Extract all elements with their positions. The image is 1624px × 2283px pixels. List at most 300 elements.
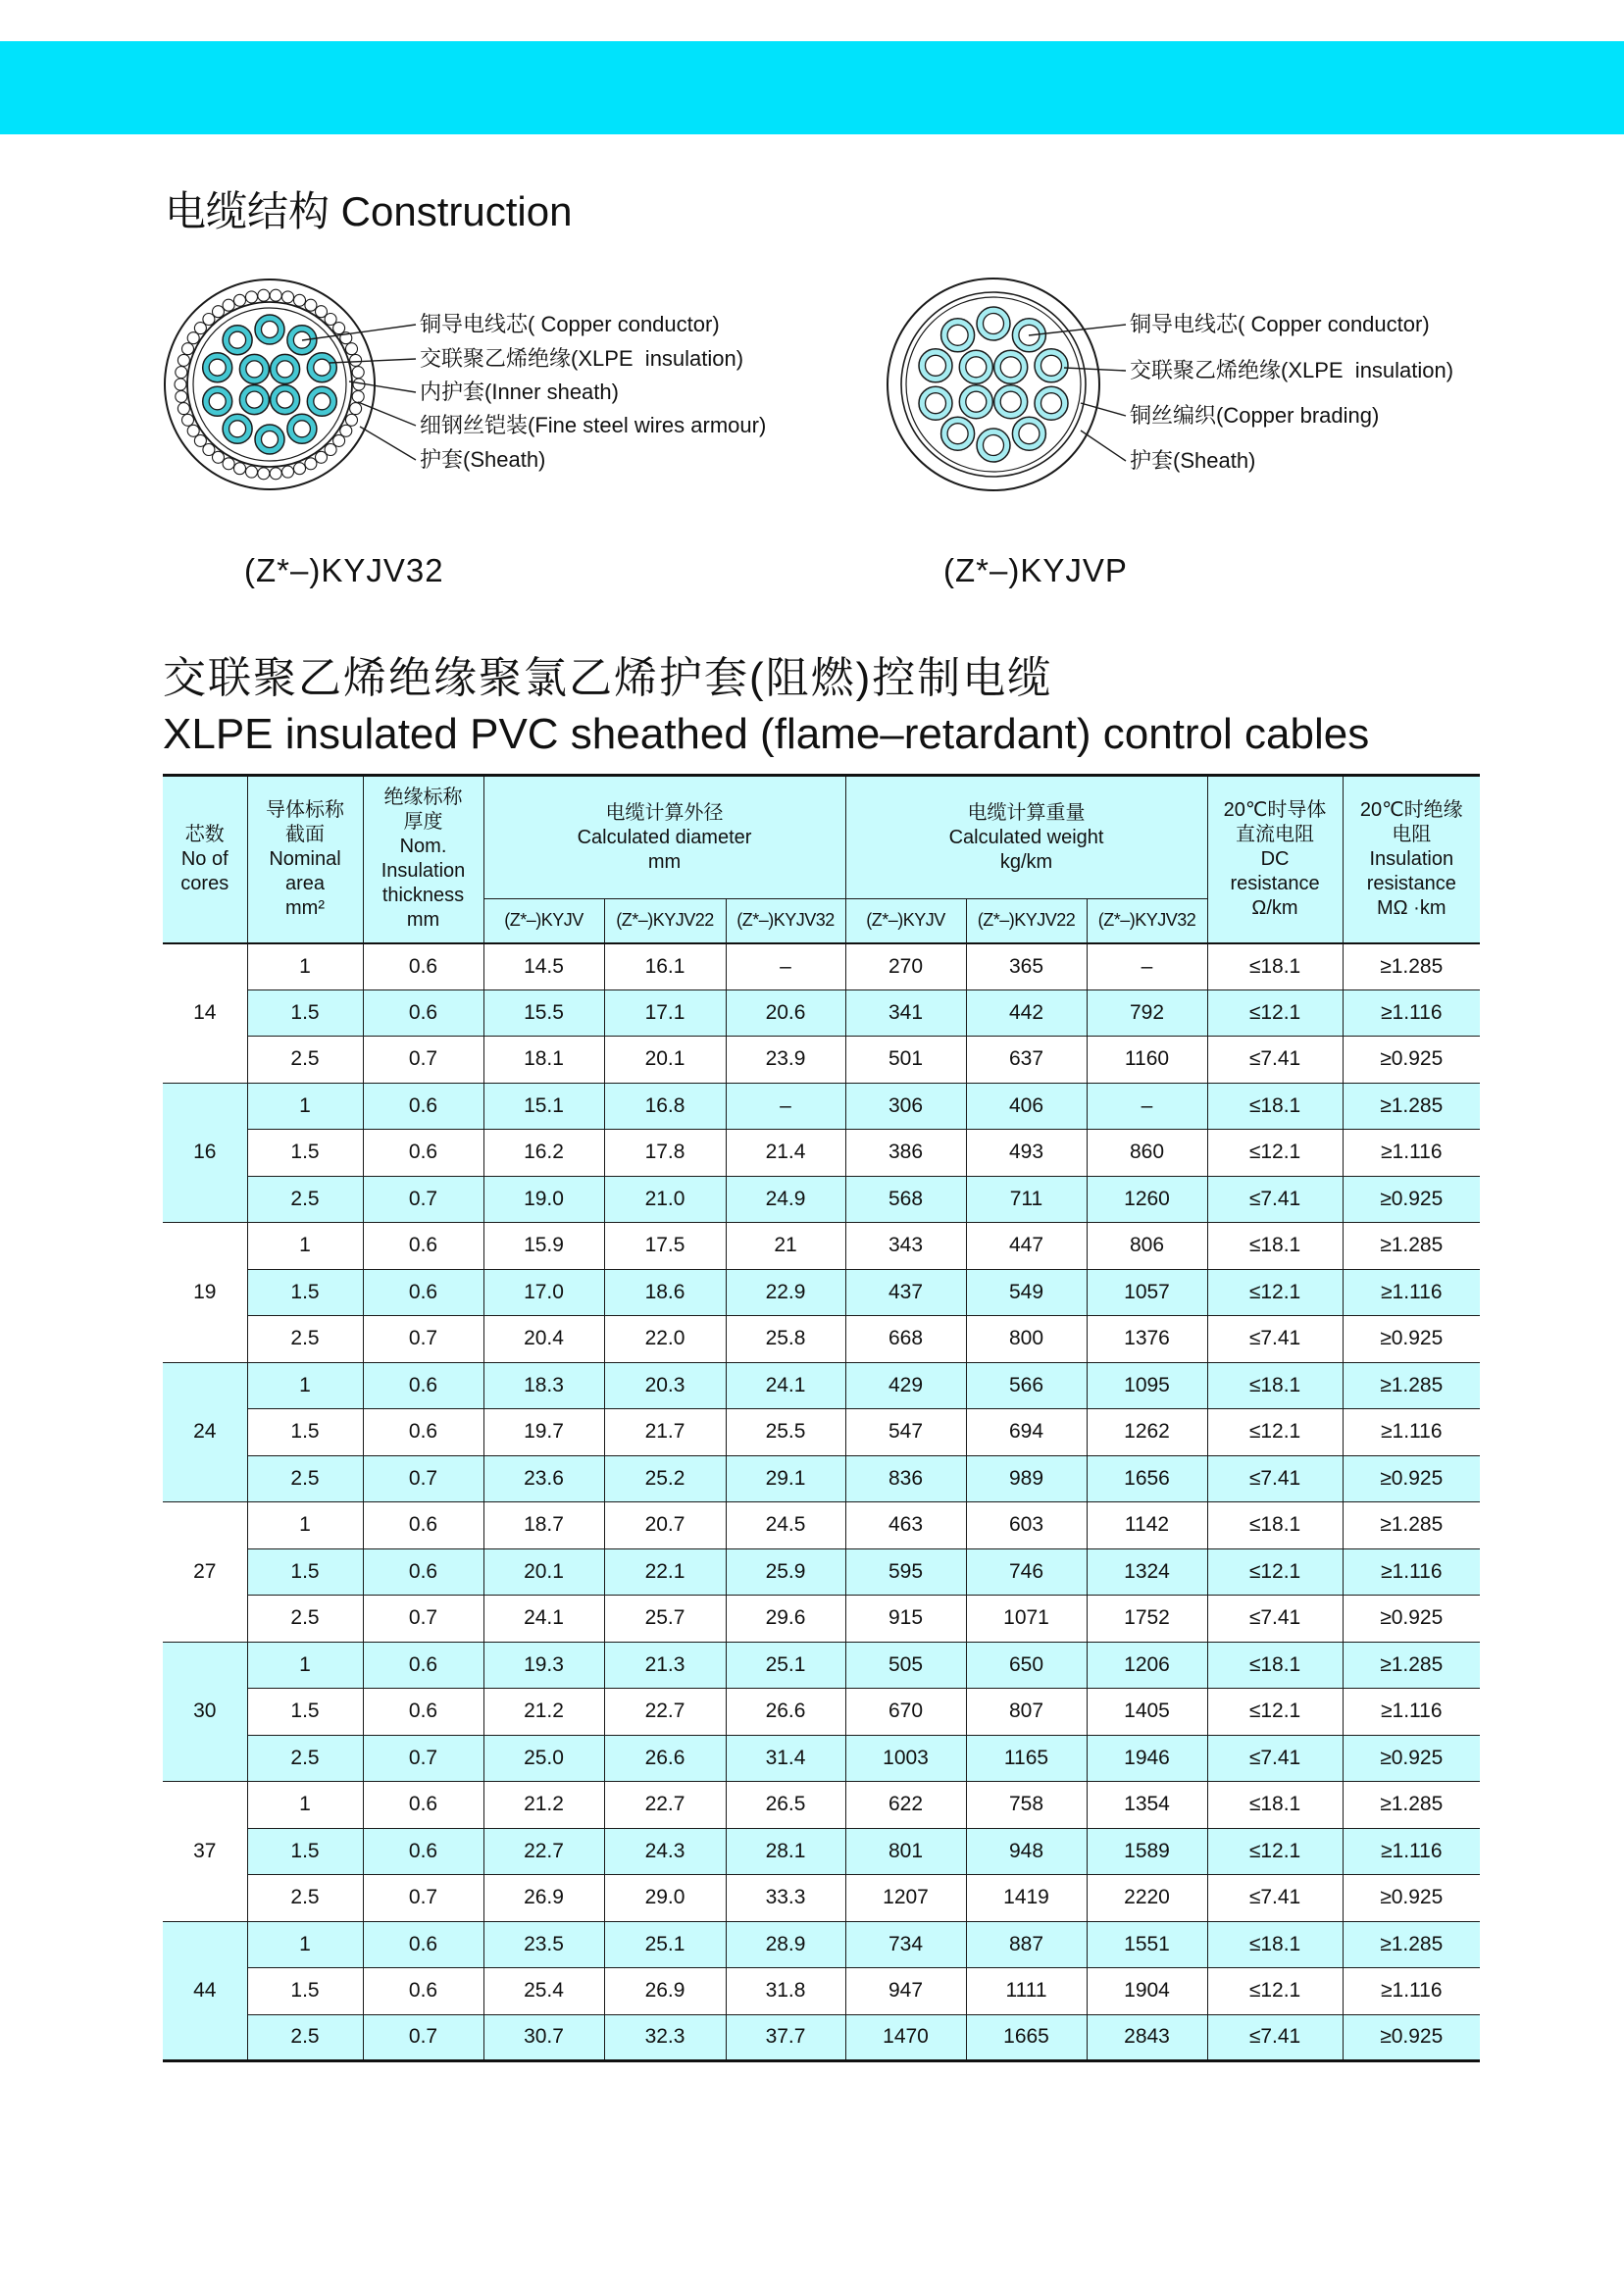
table-body xyxy=(163,943,1480,2061)
weight-kyjv-cell: 670 xyxy=(845,1689,966,1736)
header-diameter-kyjv22: (Z*–)KYJV22 xyxy=(604,899,726,943)
diameter-kyjv-cell: 30.7 xyxy=(483,2014,604,2061)
dc-resistance-cell: ≤7.41 xyxy=(1207,2014,1343,2061)
nominal-area-cell: 1.5 xyxy=(247,1548,363,1596)
table-row xyxy=(163,1828,1480,1875)
diameter-kyjv32-cell: 21.4 xyxy=(726,1130,845,1177)
weight-kyjv22-cell: 711 xyxy=(966,1176,1087,1223)
diameter-kyjv-cell: 15.5 xyxy=(483,989,604,1037)
insulation-resistance-cell: ≥1.285 xyxy=(1343,1782,1480,1829)
copper-conductor xyxy=(229,421,246,437)
weight-kyjv22-cell: 1419 xyxy=(966,1875,1087,1922)
insulation-thickness-cell: 0.7 xyxy=(363,1735,483,1782)
leader-line xyxy=(1081,431,1126,461)
table-row xyxy=(163,1176,1480,1223)
copper-conductor xyxy=(246,391,263,408)
insulation-thickness-cell: 0.7 xyxy=(363,1455,483,1502)
copper-conductor xyxy=(926,355,946,376)
header-dc-resistance: 20℃时导体 直流电阻 DC resistance Ω/km xyxy=(1207,776,1343,943)
steel-wire xyxy=(333,323,345,334)
nominal-area-cell: 1 xyxy=(247,1502,363,1549)
weight-kyjv-cell: 501 xyxy=(845,1037,966,1084)
insulation-resistance-cell: ≥1.116 xyxy=(1343,989,1480,1037)
weight-kyjv22-cell: 365 xyxy=(966,943,1087,990)
weight-kyjv-cell: 1207 xyxy=(845,1875,966,1922)
insulation-resistance-cell: ≥0.925 xyxy=(1343,2014,1480,2061)
weight-kyjv-cell: 306 xyxy=(845,1083,966,1130)
weight-kyjv22-cell: 1665 xyxy=(966,2014,1087,2061)
diameter-kyjv22-cell: 25.2 xyxy=(604,1455,726,1502)
diameter-kyjv22-cell: 20.3 xyxy=(604,1362,726,1409)
weight-kyjv-cell: 547 xyxy=(845,1409,966,1456)
diameter-kyjv-cell: 17.0 xyxy=(483,1269,604,1316)
cores-cell: 27 xyxy=(163,1502,247,1643)
table-row xyxy=(163,1362,1480,1409)
weight-kyjv32-cell: 1262 xyxy=(1087,1409,1207,1456)
copper-conductor xyxy=(1041,393,1062,414)
weight-kyjv-cell: 668 xyxy=(845,1316,966,1363)
table-row xyxy=(163,1316,1480,1363)
diameter-kyjv22-cell: 22.1 xyxy=(604,1548,726,1596)
copper-conductor xyxy=(314,393,330,410)
copper-conductor xyxy=(277,361,293,378)
left-label-inner-sheath: 内护套(Inner sheath) xyxy=(420,380,619,404)
weight-kyjv32-cell: 1376 xyxy=(1087,1316,1207,1363)
table-row xyxy=(163,1875,1480,1922)
weight-kyjv-cell: 801 xyxy=(845,1828,966,1875)
dc-resistance-cell: ≤7.41 xyxy=(1207,1735,1343,1782)
insulation-thickness-cell: 0.7 xyxy=(363,1596,483,1643)
insulation-resistance-cell: ≥1.285 xyxy=(1343,943,1480,990)
steel-wire xyxy=(350,403,362,415)
right-label-conductor: 铜导电线芯( Copper conductor) xyxy=(1130,312,1430,336)
weight-kyjv-cell: 734 xyxy=(845,1921,966,1968)
weight-kyjv32-cell: 1656 xyxy=(1087,1455,1207,1502)
steel-wire xyxy=(270,289,281,301)
cores-cell: 19 xyxy=(163,1223,247,1363)
insulation-resistance-cell: ≥1.285 xyxy=(1343,1362,1480,1409)
insulation-resistance-cell: ≥1.285 xyxy=(1343,1223,1480,1270)
table-row xyxy=(163,1083,1480,1130)
steel-wire xyxy=(270,468,281,480)
insulation-thickness-cell: 0.6 xyxy=(363,1269,483,1316)
copper-conductor xyxy=(209,359,226,376)
insulation-thickness-cell: 0.6 xyxy=(363,943,483,990)
weight-kyjv22-cell: 1111 xyxy=(966,1968,1087,2015)
steel-wire xyxy=(294,294,306,306)
diameter-kyjv-cell: 26.9 xyxy=(483,1875,604,1922)
insulation-resistance-cell: ≥1.116 xyxy=(1343,1548,1480,1596)
diameter-kyjv22-cell: 22.7 xyxy=(604,1689,726,1736)
table-row xyxy=(163,1596,1480,1643)
weight-kyjv32-cell: 1160 xyxy=(1087,1037,1207,1084)
table-header xyxy=(163,776,1480,943)
table-row xyxy=(163,1548,1480,1596)
leader-line xyxy=(360,427,416,460)
steel-wire xyxy=(305,458,317,470)
table-row xyxy=(163,1642,1480,1689)
weight-kyjv-cell: 595 xyxy=(845,1548,966,1596)
nominal-area-cell: 2.5 xyxy=(247,1735,363,1782)
insulation-resistance-cell: ≥0.925 xyxy=(1343,1596,1480,1643)
cores-cell: 37 xyxy=(163,1782,247,1922)
diameter-kyjv22-cell: 16.8 xyxy=(604,1083,726,1130)
diameter-kyjv-cell: 19.0 xyxy=(483,1176,604,1223)
insulation-thickness-cell: 0.6 xyxy=(363,1083,483,1130)
weight-kyjv22-cell: 694 xyxy=(966,1409,1087,1456)
weight-kyjv32-cell: 1057 xyxy=(1087,1269,1207,1316)
insulation-resistance-cell: ≥0.925 xyxy=(1343,1176,1480,1223)
right-label-insulation: 交联聚乙烯绝缘(XLPE insulation) xyxy=(1130,358,1454,382)
weight-kyjv32-cell: 1354 xyxy=(1087,1782,1207,1829)
nominal-area-cell: 1 xyxy=(247,1921,363,1968)
steel-wire xyxy=(282,291,294,303)
nominal-area-cell: 2.5 xyxy=(247,1176,363,1223)
construction-diagrams xyxy=(0,245,1624,539)
nominal-area-cell: 1 xyxy=(247,1642,363,1689)
diameter-kyjv32-cell: – xyxy=(726,943,845,990)
copper-conductor xyxy=(262,431,279,448)
dc-resistance-cell: ≤18.1 xyxy=(1207,1362,1343,1409)
dc-resistance-cell: ≤18.1 xyxy=(1207,943,1343,990)
insulation-thickness-cell: 0.6 xyxy=(363,1502,483,1549)
diameter-kyjv32-cell: 31.8 xyxy=(726,1968,845,2015)
copper-conductor xyxy=(984,314,1004,334)
insulation-thickness-cell: 0.7 xyxy=(363,1875,483,1922)
nominal-area-cell: 2.5 xyxy=(247,1875,363,1922)
diameter-kyjv32-cell: 24.9 xyxy=(726,1176,845,1223)
header-nominal-area: 导体标称 截面 Nominal area mm² xyxy=(247,776,363,943)
diameter-kyjv32-cell: 28.9 xyxy=(726,1921,845,1968)
header-cores: 芯数 No of cores xyxy=(163,776,247,943)
table-row xyxy=(163,1968,1480,2015)
weight-kyjv32-cell: 1752 xyxy=(1087,1596,1207,1643)
weight-kyjv32-cell: 1142 xyxy=(1087,1502,1207,1549)
diameter-kyjv22-cell: 22.0 xyxy=(604,1316,726,1363)
weight-kyjv-cell: 568 xyxy=(845,1176,966,1223)
diameter-kyjv32-cell: 21 xyxy=(726,1223,845,1270)
dc-resistance-cell: ≤18.1 xyxy=(1207,1083,1343,1130)
weight-kyjv32-cell: 1095 xyxy=(1087,1362,1207,1409)
diameter-kyjv22-cell: 25.7 xyxy=(604,1596,726,1643)
table-row xyxy=(163,1689,1480,1736)
diameter-kyjv22-cell: 21.7 xyxy=(604,1409,726,1456)
diameter-kyjv22-cell: 17.8 xyxy=(604,1130,726,1177)
header-diameter-kyjv32: (Z*–)KYJV32 xyxy=(726,899,845,943)
dc-resistance-cell: ≤12.1 xyxy=(1207,1968,1343,2015)
dc-resistance-cell: ≤18.1 xyxy=(1207,1921,1343,1968)
header-calculated-diameter: 电缆计算外径 Calculated diameter mm xyxy=(483,776,845,899)
steel-wire xyxy=(258,289,270,301)
cores-cell: 14 xyxy=(163,943,247,1084)
nominal-area-cell: 1.5 xyxy=(247,1689,363,1736)
insulation-resistance-cell: ≥1.116 xyxy=(1343,1828,1480,1875)
dc-resistance-cell: ≤12.1 xyxy=(1207,1828,1343,1875)
insulation-thickness-cell: 0.7 xyxy=(363,1316,483,1363)
construction-title: 电缆结构 Construction xyxy=(165,188,573,234)
copper-conductor xyxy=(229,331,246,348)
header-calculated-weight: 电缆计算重量 Calculated weight kg/km xyxy=(845,776,1207,899)
weight-kyjv32-cell: 1946 xyxy=(1087,1735,1207,1782)
insulation-thickness-cell: 0.6 xyxy=(363,1130,483,1177)
steel-wire xyxy=(246,291,258,303)
steel-wire xyxy=(182,343,194,355)
weight-kyjv32-cell: – xyxy=(1087,943,1207,990)
right-label-copper-braiding: 铜丝编织(Copper brading) xyxy=(1130,403,1380,428)
cores-cell: 44 xyxy=(163,1921,247,2061)
insulation-thickness-cell: 0.6 xyxy=(363,1223,483,1270)
table-row xyxy=(163,1269,1480,1316)
left-model-name: (Z*–)KYJV32 xyxy=(244,552,444,588)
weight-kyjv22-cell: 566 xyxy=(966,1362,1087,1409)
table-row xyxy=(163,1223,1480,1270)
insulation-resistance-cell: ≥1.285 xyxy=(1343,1642,1480,1689)
insulation-thickness-cell: 0.7 xyxy=(363,2014,483,2061)
diameter-kyjv-cell: 24.1 xyxy=(483,1596,604,1643)
nominal-area-cell: 2.5 xyxy=(247,1316,363,1363)
nominal-area-cell: 1.5 xyxy=(247,989,363,1037)
copper-conductor xyxy=(947,424,968,444)
diameter-kyjv32-cell: 29.1 xyxy=(726,1455,845,1502)
insulation-thickness-cell: 0.7 xyxy=(363,1176,483,1223)
weight-kyjv22-cell: 800 xyxy=(966,1316,1087,1363)
weight-kyjv-cell: 429 xyxy=(845,1362,966,1409)
insulation-thickness-cell: 0.6 xyxy=(363,1409,483,1456)
diameter-kyjv-cell: 18.3 xyxy=(483,1362,604,1409)
steel-wire xyxy=(187,425,199,436)
diameter-kyjv22-cell: 18.6 xyxy=(604,1269,726,1316)
diameter-kyjv-cell: 23.5 xyxy=(483,1921,604,1968)
nominal-area-cell: 1 xyxy=(247,1083,363,1130)
copper-conductor xyxy=(1000,357,1021,378)
diameter-kyjv32-cell: 28.1 xyxy=(726,1828,845,1875)
cores-cell: 30 xyxy=(163,1642,247,1782)
diameter-kyjv-cell: 25.4 xyxy=(483,1968,604,2015)
copper-conductor xyxy=(314,359,330,376)
insulation-thickness-cell: 0.7 xyxy=(363,1037,483,1084)
nominal-area-cell: 1 xyxy=(247,943,363,990)
dc-resistance-cell: ≤12.1 xyxy=(1207,1269,1343,1316)
steel-wire xyxy=(294,463,306,475)
diameter-kyjv22-cell: 20.1 xyxy=(604,1037,726,1084)
diameter-kyjv22-cell: 25.1 xyxy=(604,1921,726,1968)
weight-kyjv-cell: 437 xyxy=(845,1269,966,1316)
diameter-kyjv32-cell: 24.5 xyxy=(726,1502,845,1549)
weight-kyjv-cell: 341 xyxy=(845,989,966,1037)
copper-conductor xyxy=(966,391,987,412)
diameter-kyjv22-cell: 16.1 xyxy=(604,943,726,990)
insulation-resistance-cell: ≥1.116 xyxy=(1343,1130,1480,1177)
weight-kyjv-cell: 463 xyxy=(845,1502,966,1549)
insulation-resistance-cell: ≥1.116 xyxy=(1343,1269,1480,1316)
top-color-band xyxy=(0,41,1624,134)
copper-conductor xyxy=(966,357,987,378)
left-label-conductor: 铜导电线芯( Copper conductor) xyxy=(420,312,720,336)
table-title-english: XLPE insulated PVC sheathed (flame–retardant) control cables xyxy=(163,710,1370,758)
weight-kyjv-cell: 505 xyxy=(845,1642,966,1689)
weight-kyjv22-cell: 1165 xyxy=(966,1735,1087,1782)
steel-wire xyxy=(234,294,246,306)
dc-resistance-cell: ≤12.1 xyxy=(1207,1130,1343,1177)
diameter-kyjv32-cell: 26.6 xyxy=(726,1689,845,1736)
weight-kyjv22-cell: 637 xyxy=(966,1037,1087,1084)
diameter-kyjv22-cell: 17.1 xyxy=(604,989,726,1037)
weight-kyjv32-cell: 792 xyxy=(1087,989,1207,1037)
diameter-kyjv32-cell: 25.9 xyxy=(726,1548,845,1596)
steel-wire xyxy=(340,425,352,436)
steel-wire xyxy=(234,463,246,475)
steel-wire xyxy=(352,367,364,379)
diameter-kyjv32-cell: 25.1 xyxy=(726,1642,845,1689)
table-row xyxy=(163,1735,1480,1782)
diameter-kyjv-cell: 14.5 xyxy=(483,943,604,990)
weight-kyjv32-cell: 1904 xyxy=(1087,1968,1207,2015)
diameter-kyjv-cell: 23.6 xyxy=(483,1455,604,1502)
diameter-kyjv-cell: 19.7 xyxy=(483,1409,604,1456)
weight-kyjv-cell: 270 xyxy=(845,943,966,990)
dc-resistance-cell: ≤18.1 xyxy=(1207,1502,1343,1549)
steel-wire xyxy=(316,451,328,463)
insulation-thickness-cell: 0.6 xyxy=(363,1548,483,1596)
insulation-thickness-cell: 0.6 xyxy=(363,1689,483,1736)
insulation-thickness-cell: 0.6 xyxy=(363,1642,483,1689)
dc-resistance-cell: ≤18.1 xyxy=(1207,1223,1343,1270)
left-label-steel-armour: 细钢丝铠装(Fine steel wires armour) xyxy=(420,413,767,437)
copper-conductor xyxy=(926,393,946,414)
steel-wire xyxy=(175,379,186,390)
copper-conductor xyxy=(947,325,968,345)
weight-kyjv-cell: 1470 xyxy=(845,2014,966,2061)
copper-conductor xyxy=(1041,355,1062,376)
weight-kyjv-cell: 947 xyxy=(845,1968,966,2015)
insulation-resistance-cell: ≥0.925 xyxy=(1343,1037,1480,1084)
diameter-kyjv-cell: 16.2 xyxy=(483,1130,604,1177)
weight-kyjv22-cell: 406 xyxy=(966,1083,1087,1130)
header-insulation-thickness: 绝缘标称 厚度 Nom. Insulation thickness mm xyxy=(363,776,483,943)
weight-kyjv-cell: 622 xyxy=(845,1782,966,1829)
insulation-resistance-cell: ≥0.925 xyxy=(1343,1875,1480,1922)
steel-wire xyxy=(305,299,317,311)
diameter-kyjv-cell: 18.7 xyxy=(483,1502,604,1549)
diameter-kyjv32-cell: 26.5 xyxy=(726,1782,845,1829)
table-row xyxy=(163,1782,1480,1829)
weight-kyjv22-cell: 989 xyxy=(966,1455,1087,1502)
weight-kyjv22-cell: 948 xyxy=(966,1828,1087,1875)
diameter-kyjv32-cell: 20.6 xyxy=(726,989,845,1037)
dc-resistance-cell: ≤18.1 xyxy=(1207,1642,1343,1689)
diameter-kyjv22-cell: 29.0 xyxy=(604,1875,726,1922)
header-weight-kyjv32: (Z*–)KYJV32 xyxy=(1087,899,1207,943)
insulation-thickness-cell: 0.6 xyxy=(363,1362,483,1409)
copper-conductor xyxy=(262,322,279,338)
diameter-kyjv32-cell: 25.8 xyxy=(726,1316,845,1363)
weight-kyjv22-cell: 549 xyxy=(966,1269,1087,1316)
weight-kyjv22-cell: 887 xyxy=(966,1921,1087,1968)
weight-kyjv22-cell: 603 xyxy=(966,1502,1087,1549)
diameter-kyjv32-cell: 24.1 xyxy=(726,1362,845,1409)
weight-kyjv32-cell: 860 xyxy=(1087,1130,1207,1177)
table-row xyxy=(163,1037,1480,1084)
diameter-kyjv-cell: 22.7 xyxy=(483,1828,604,1875)
nominal-area-cell: 2.5 xyxy=(247,2014,363,2061)
nominal-area-cell: 1 xyxy=(247,1223,363,1270)
weight-kyjv-cell: 915 xyxy=(845,1596,966,1643)
steel-wire xyxy=(182,414,194,426)
diameter-kyjv22-cell: 17.5 xyxy=(604,1223,726,1270)
weight-kyjv32-cell: 1589 xyxy=(1087,1828,1207,1875)
diameter-kyjv22-cell: 26.9 xyxy=(604,1968,726,2015)
insulation-thickness-cell: 0.6 xyxy=(363,1782,483,1829)
nominal-area-cell: 1 xyxy=(247,1782,363,1829)
diameter-kyjv32-cell: 23.9 xyxy=(726,1037,845,1084)
steel-wire xyxy=(223,299,234,311)
insulation-thickness-cell: 0.6 xyxy=(363,989,483,1037)
table-row xyxy=(163,1409,1480,1456)
weight-kyjv22-cell: 493 xyxy=(966,1130,1087,1177)
kyjvp-cross-section xyxy=(888,279,1099,490)
header-diameter-kyjv: (Z*–)KYJV xyxy=(483,899,604,943)
kyjv32-cross-section xyxy=(165,279,375,489)
table-title-chinese: 交联聚乙烯绝缘聚氯乙烯护套(阻燃)控制电缆 xyxy=(163,654,1053,702)
steel-wire xyxy=(258,468,270,480)
steel-wire xyxy=(176,367,187,379)
nominal-area-cell: 1.5 xyxy=(247,1828,363,1875)
weight-kyjv22-cell: 807 xyxy=(966,1689,1087,1736)
weight-kyjv22-cell: 650 xyxy=(966,1642,1087,1689)
nominal-area-cell: 1.5 xyxy=(247,1269,363,1316)
insulation-resistance-cell: ≥1.116 xyxy=(1343,1689,1480,1736)
insulation-thickness-cell: 0.6 xyxy=(363,1921,483,1968)
weight-kyjv32-cell: 1206 xyxy=(1087,1642,1207,1689)
diameter-kyjv-cell: 21.2 xyxy=(483,1782,604,1829)
cores-cell: 16 xyxy=(163,1083,247,1223)
diameter-kyjv-cell: 15.1 xyxy=(483,1083,604,1130)
weight-kyjv22-cell: 442 xyxy=(966,989,1087,1037)
dc-resistance-cell: ≤12.1 xyxy=(1207,1409,1343,1456)
table-row xyxy=(163,1921,1480,1968)
weight-kyjv32-cell: 1324 xyxy=(1087,1548,1207,1596)
table-row xyxy=(163,1502,1480,1549)
right-label-sheath: 护套(Sheath) xyxy=(1130,448,1256,473)
copper-conductor xyxy=(984,435,1004,456)
weight-kyjv32-cell: 1551 xyxy=(1087,1921,1207,1968)
dc-resistance-cell: ≤12.1 xyxy=(1207,989,1343,1037)
nominal-area-cell: 1.5 xyxy=(247,1130,363,1177)
weight-kyjv-cell: 343 xyxy=(845,1223,966,1270)
diameter-kyjv32-cell: 37.7 xyxy=(726,2014,845,2061)
steel-wire xyxy=(176,390,187,402)
diameter-kyjv32-cell: 29.6 xyxy=(726,1596,845,1643)
steel-wire xyxy=(178,354,189,366)
cores-cell: 24 xyxy=(163,1362,247,1502)
weight-kyjv-cell: 1003 xyxy=(845,1735,966,1782)
steel-wire xyxy=(178,403,189,415)
weight-kyjv32-cell: 2220 xyxy=(1087,1875,1207,1922)
diameter-kyjv32-cell: 25.5 xyxy=(726,1409,845,1456)
diameter-kyjv-cell: 19.3 xyxy=(483,1642,604,1689)
copper-conductor xyxy=(277,391,293,408)
steel-wire xyxy=(282,466,294,478)
header-weight-kyjv: (Z*–)KYJV xyxy=(845,899,966,943)
dc-resistance-cell: ≤7.41 xyxy=(1207,1596,1343,1643)
dc-resistance-cell: ≤7.41 xyxy=(1207,1455,1343,1502)
nominal-area-cell: 2.5 xyxy=(247,1455,363,1502)
diameter-kyjv32-cell: 22.9 xyxy=(726,1269,845,1316)
header-insulation-resistance: 20℃时绝缘 电阻 Insulation resistance MΩ ·km xyxy=(1343,776,1480,943)
insulation-resistance-cell: ≥1.285 xyxy=(1343,1921,1480,1968)
copper-conductor xyxy=(246,361,263,378)
dc-resistance-cell: ≤12.1 xyxy=(1207,1548,1343,1596)
